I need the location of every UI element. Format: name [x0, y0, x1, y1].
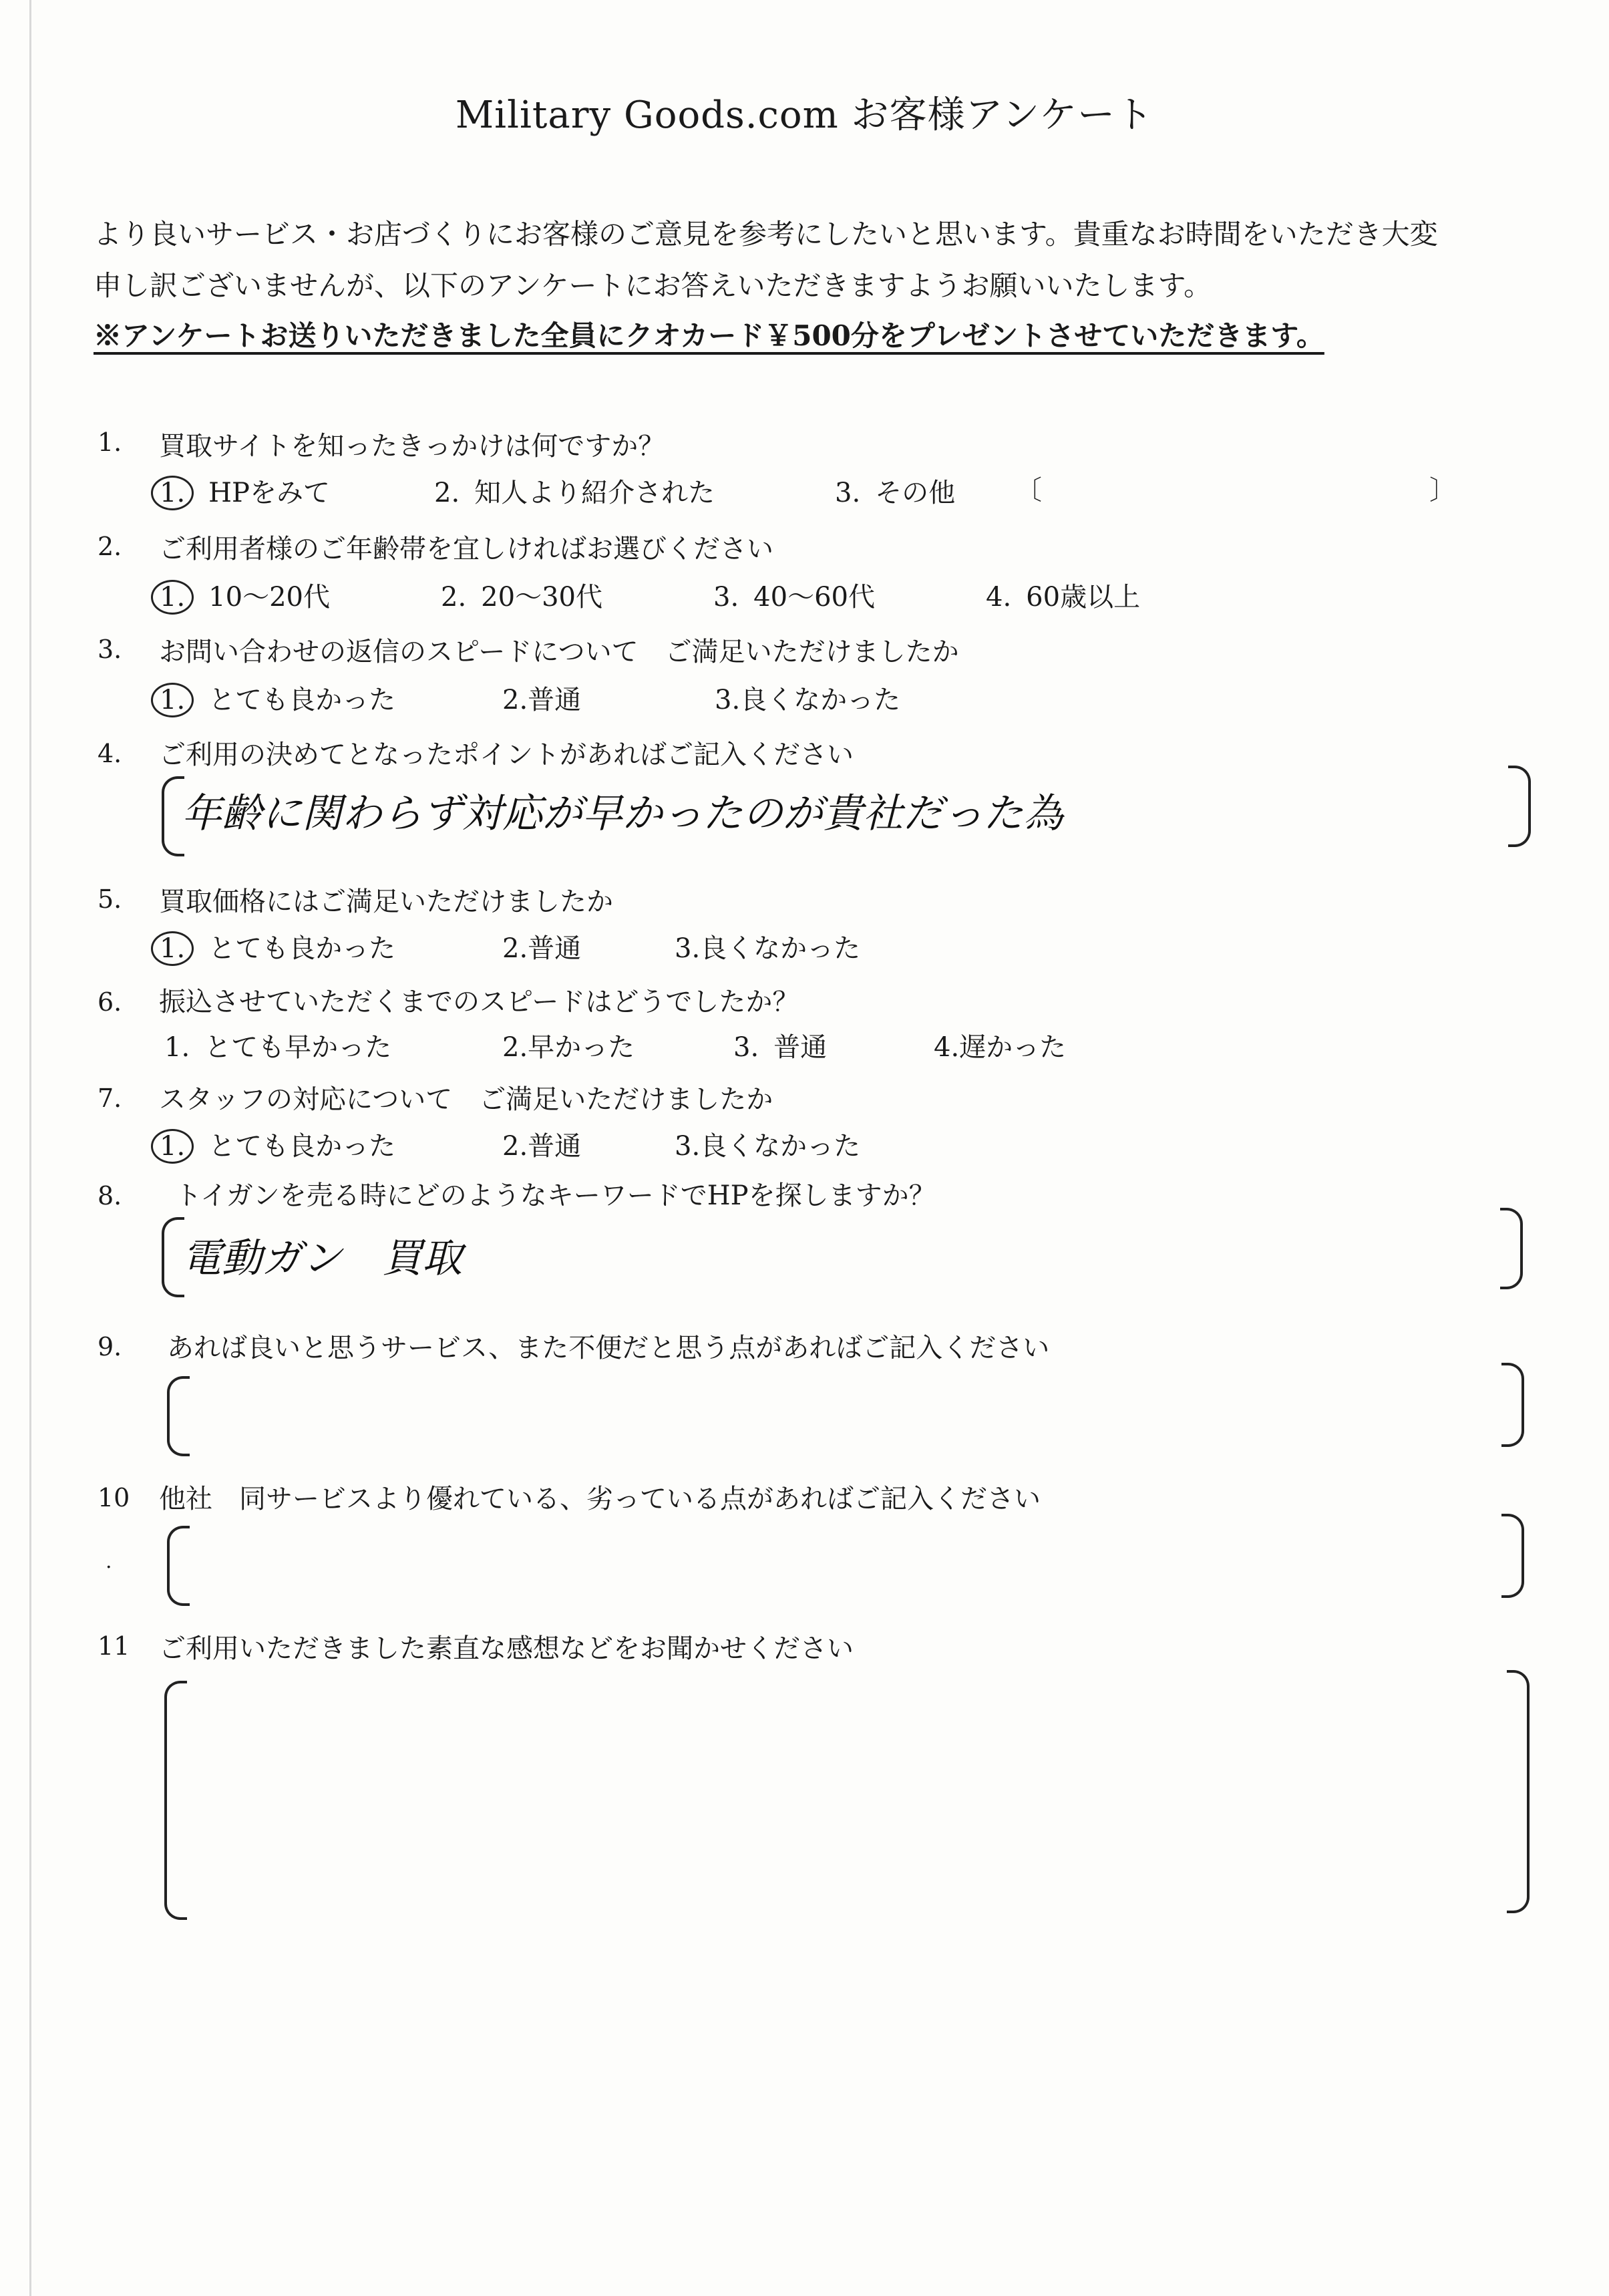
- q9-number: 9.: [98, 1332, 122, 1361]
- q9-question: あれば良いと思うサービス、また不便だと思う点があればご記入ください: [167, 1333, 1050, 1363]
- q8-question: トイガンを売る時にどのようなキーワードでHPを探しますか？: [175, 1180, 936, 1211]
- q3-question: お問い合わせの返信のスピードについて ご満足いただけましたか: [159, 637, 959, 667]
- q8-bracket-left: [162, 1217, 184, 1297]
- page-margin-line: [29, 0, 31, 2296]
- q11-number: 11: [98, 1631, 130, 1661]
- q6-question: 振込させていただくまでのスピードはどうでしたか？: [159, 987, 799, 1017]
- q5-question: 買取価格にはご満足いただけましたか: [159, 886, 613, 917]
- q6-number: 6.: [98, 987, 122, 1017]
- q5-option-1-circle: 1.: [151, 931, 194, 966]
- q5-option-2[interactable]: 2.普通: [502, 933, 582, 964]
- q1-option-1[interactable]: [159, 472, 330, 510]
- intro-line-2: 申し訳ございませんが、以下のアンケートにお答えいただきますようお願いいたします。: [94, 269, 1212, 302]
- q4-bracket-right: [1508, 766, 1531, 847]
- page-title: Military Goods.com お客様アンケート: [455, 94, 1154, 137]
- q7-option-2[interactable]: 2.普通: [502, 1131, 582, 1162]
- q1-option-1-circle: 1.: [151, 476, 194, 510]
- q7-question: スタッフの対応について ご満足いただけましたか: [159, 1084, 773, 1115]
- q5-option-1[interactable]: 1. とても良かった: [159, 927, 395, 966]
- q10-question: 他社 同サービスより優れている、劣っている点があればご記入ください: [159, 1484, 1041, 1514]
- q8-number: 8.: [98, 1181, 122, 1210]
- q3-option-1[interactable]: 1. とても良かった: [159, 679, 395, 717]
- q7-number: 7.: [98, 1084, 122, 1113]
- q6-option-3[interactable]: 3. 普通: [733, 1032, 828, 1063]
- q6-option-1[interactable]: 1. とても早かった: [164, 1032, 392, 1063]
- q7-option-1[interactable]: 1. とても良かった: [159, 1125, 395, 1164]
- q2-question: ご利用者様のご年齢帯を宜しければお選びください: [159, 534, 773, 564]
- q11-bracket-right: [1507, 1670, 1530, 1913]
- q8-answer[interactable]: 電動ガン 買取: [182, 1235, 462, 1282]
- intro-notice: ※アンケートお送りいただきました全員にクオカード￥500分をプレゼントさせていただきます。: [94, 319, 1324, 352]
- q4-bracket-left: [162, 776, 184, 856]
- q2-option-1-circle: 1.: [151, 580, 194, 615]
- q6-option-2[interactable]: 2.早かった: [502, 1032, 635, 1063]
- q2-option-3[interactable]: 3. 40～60代: [713, 582, 875, 613]
- q4-question: ご利用の決めてとなったポイントがあればご記入ください: [159, 740, 854, 770]
- q6-option-4[interactable]: 4.遅かった: [934, 1032, 1067, 1063]
- q7-option-3[interactable]: 3.良くなかった: [675, 1131, 861, 1162]
- q2-number: 2.: [98, 532, 122, 561]
- q9-bracket-left[interactable]: [167, 1376, 190, 1456]
- q1-option-2[interactable]: 2. 知人より紹介された: [434, 478, 715, 508]
- q1-other-paren-close: 〕: [1429, 475, 1456, 506]
- q3-option-3[interactable]: 3.良くなかった: [715, 685, 901, 715]
- q1-option-3[interactable]: 3. その他: [835, 478, 956, 508]
- q2-option-2[interactable]: 2. 20～30代: [441, 582, 602, 613]
- intro-line-1: より良いサービス・お店づくりにお客様のご意見を参考にしたいと思います。貴重なお時間をいただき大変: [94, 218, 1438, 251]
- q3-option-2[interactable]: 2.普通: [502, 685, 582, 715]
- q1-question: 買取サイトを知ったきっかけは何ですか？: [159, 431, 665, 462]
- q2-option-1[interactable]: 1. 10～20代: [159, 576, 330, 615]
- q3-option-1-circle: 1.: [151, 683, 194, 717]
- q10-stray-dot: .: [106, 1550, 112, 1573]
- q4-number: 4.: [98, 739, 122, 768]
- q11-question: ご利用いただきました素直な感想などをお聞かせください: [159, 1633, 854, 1664]
- q1-other-paren-open: 〔: [1015, 475, 1042, 506]
- q5-option-3[interactable]: 3.良くなかった: [675, 933, 861, 964]
- q10-bracket-right: [1501, 1514, 1524, 1598]
- q3-number: 3.: [98, 635, 122, 664]
- q7-option-1-circle: 1.: [151, 1129, 194, 1164]
- q1-option-1-label: HPをみて: [208, 478, 330, 508]
- q4-answer[interactable]: 年齢に関わらず対応が早かったのが貴社だった為: [182, 790, 1063, 837]
- q8-bracket-right: [1500, 1208, 1523, 1289]
- q5-number: 5.: [98, 884, 122, 914]
- q2-option-4[interactable]: 4. 60歳以上: [986, 582, 1141, 613]
- q10-number: 10: [98, 1483, 130, 1512]
- q1-number: 1.: [98, 428, 122, 457]
- q9-bracket-right: [1501, 1363, 1524, 1447]
- q10-bracket-left[interactable]: [167, 1526, 190, 1606]
- q11-bracket-left[interactable]: [164, 1681, 187, 1920]
